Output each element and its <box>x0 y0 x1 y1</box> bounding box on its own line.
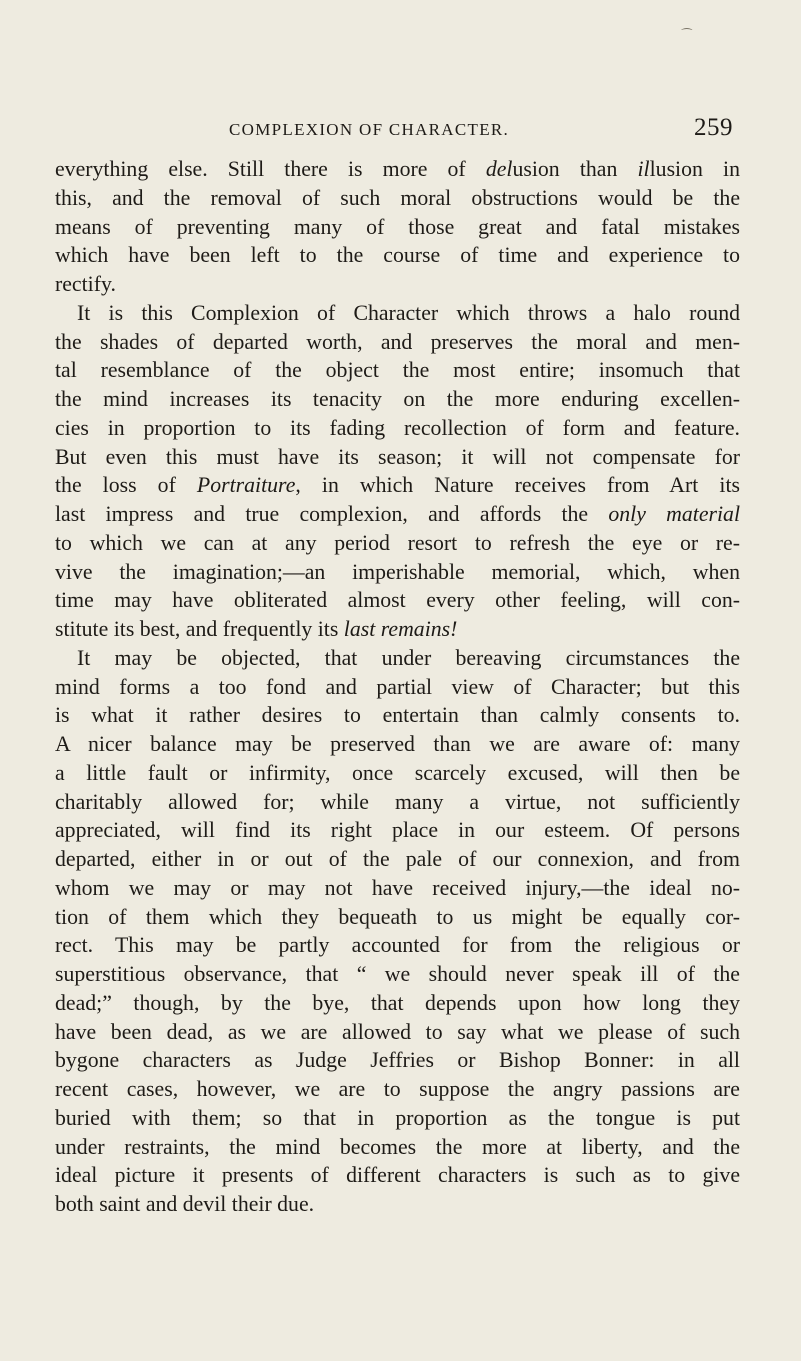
text-line: the mind increases its tenacity on the more enduring excellen- <box>55 387 740 411</box>
text-line: a little fault or infirmity, once scarcely excused, will then be <box>55 760 740 785</box>
text-line: mind forms a too fond and partial view of Character; but this <box>55 674 740 699</box>
text-line: is what it rather desires to entertain than calmly consents to. <box>55 703 740 728</box>
text-line: It is this Complexion of Character which throws a halo round <box>77 300 740 325</box>
text-line: rect. This may be partly accounted for from the religious or <box>55 933 740 958</box>
text-line: charitably allowed for; while many a virtue, not sufficiently <box>55 789 740 814</box>
text-line: tion of them which they bequeath to us might be equally cor- <box>55 904 740 929</box>
text-line: which have been left to the course of time and experience to <box>55 243 740 268</box>
text-line: superstitious observance, that “ we should never speak ill of the <box>55 962 740 986</box>
text-line: to which we can at any period resort to refresh the eye or re- <box>55 530 740 555</box>
body-text <box>55 155 740 1219</box>
text-line: last impress and true complexion, and affords the only material <box>55 502 740 526</box>
text-line: dead;” though, by the bye, that depends upon how long they <box>55 990 740 1015</box>
text-line: vive the imagination;—an imperishable memorial, which, when <box>55 559 740 584</box>
text-line: ideal picture it presents of different characters is such as to give <box>55 1163 740 1188</box>
text-line: time may have obliterated almost every other feeling, will con- <box>55 588 740 613</box>
running-title: COMPLEXION OF CHARACTER. <box>229 120 510 139</box>
text-line: appreciated, will find its right place in our esteem. Of persons <box>55 818 740 843</box>
text-line: departed, either in or out of the pale of our connexion, and from <box>55 847 740 871</box>
text-line: recent cases, however, we are to suppose the angry passions are <box>55 1077 740 1101</box>
text-line: It may be objected, that under bereaving circumstances the <box>77 645 740 670</box>
text-line: bygone characters as Judge Jeffries or Bishop Bonner: in all <box>55 1048 740 1073</box>
text-line: under restraints, the mind becomes the more at liberty, and the <box>55 1134 740 1159</box>
text-line: A nicer balance may be preserved than we are aware of: many <box>55 732 740 756</box>
text-line: everything else. Still there is more of delusion than illusion in <box>55 157 740 181</box>
text-line: the shades of departed worth, and preserves the moral and men- <box>55 329 740 354</box>
text-line: have been dead, as we are allowed to say what we please of such <box>55 1019 740 1044</box>
corner-mark: ⁀ <box>682 28 692 42</box>
text-line: But even this must have its season; it will not compensate for <box>55 444 740 469</box>
text-line: whom we may or may not have received injury,—the ideal no- <box>55 875 740 900</box>
text-line: means of preventing many of those great and fatal mistakes <box>55 214 740 239</box>
running-head <box>229 114 733 142</box>
page-number: 259 <box>694 114 733 141</box>
text-line: cies in proportion to its fading recollection of form and feature. <box>55 415 740 440</box>
text-line: buried with them; so that in proportion as the tongue is put <box>55 1105 740 1130</box>
text-line: both saint and devil their due. <box>55 1192 315 1216</box>
text-line: rectify. <box>55 272 116 296</box>
text-line: the loss of Portraiture, in which Nature receives from Art its <box>55 473 740 498</box>
text-line: tal resemblance of the object the most entire; insomuch that <box>55 358 740 383</box>
text-line: stitute its best, and frequently its last remains! <box>55 617 458 641</box>
text-line: this, and the removal of such moral obstructions would be the <box>55 185 740 210</box>
